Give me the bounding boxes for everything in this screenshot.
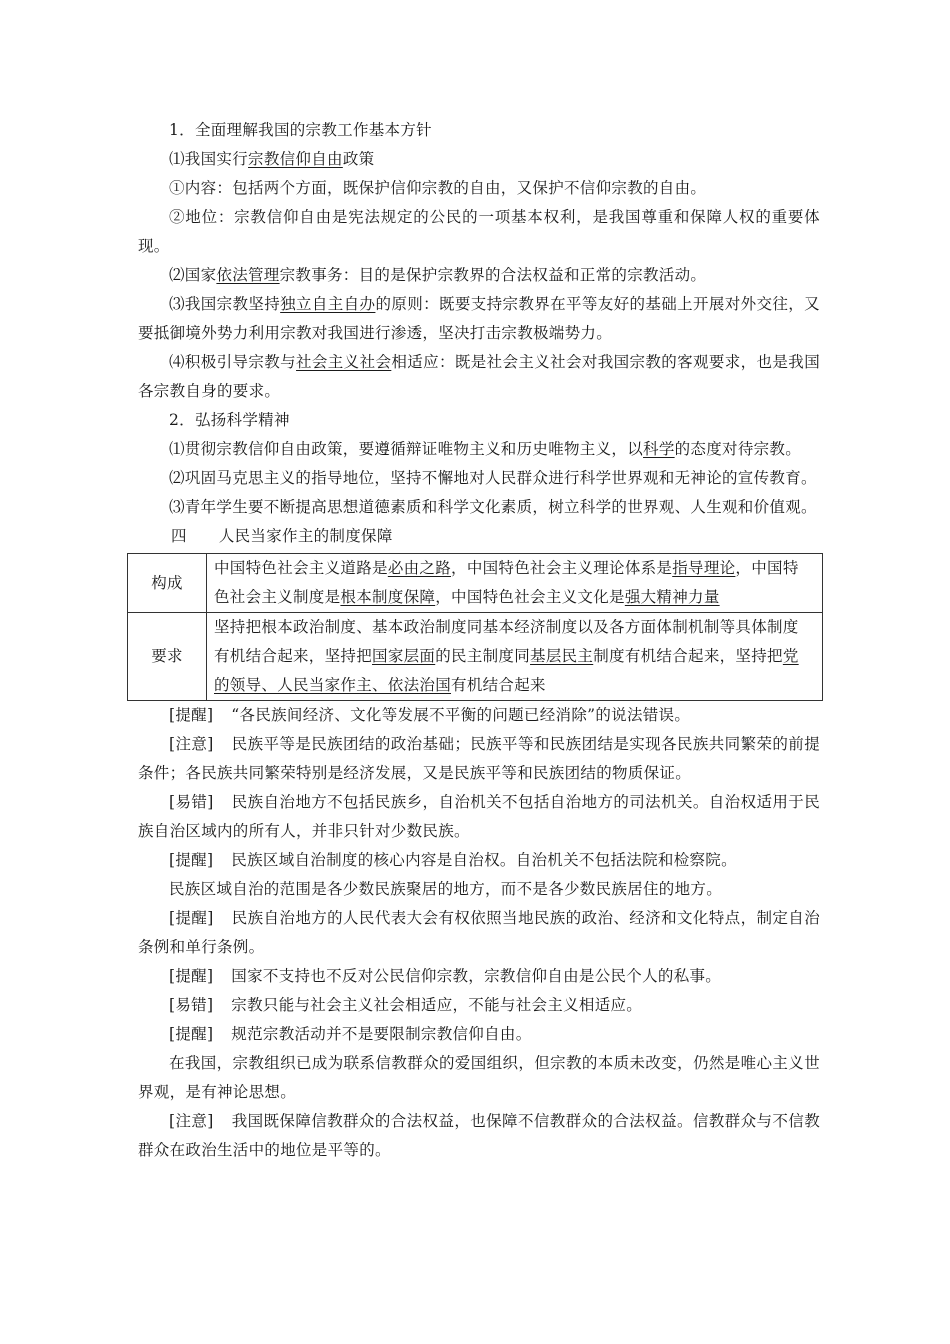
notes-list: [138, 701, 820, 1165]
note: [提醒] “各民族间经济、文化等发展不平衡的问题已经消除”的说法错误。: [169, 706, 691, 724]
note: 民族区域自治的范围是各少数民族聚居的地方，而不是各少数民族居住的地方。: [169, 880, 723, 898]
paragraph: ②地位：宗教信仰自由是宪法规定的公民的一项基本权利，是我国尊重和保障人权的重要体现。: [138, 208, 820, 255]
note: [注意] 民族平等是民族团结的政治基础；民族平等和民族团结是实现各民族共同繁荣的前提条件；各民族共同繁荣特别是经济发展，又是民族平等和民族团结的物质保证。: [138, 735, 820, 782]
section-2-title: 2．弘扬科学精神: [169, 411, 290, 429]
note: [提醒] 规范宗教活动并不是要限制宗教信仰自由。: [169, 1025, 532, 1043]
paragraph: ⑵国家依法管理宗教事务：目的是保护宗教界的合法权益和正常的宗教活动。: [169, 266, 707, 284]
note-tag: [提醒]: [169, 851, 214, 869]
note-tag: [提醒]: [169, 967, 214, 985]
section-1-title: 1．全面理解我国的宗教工作基本方针: [169, 121, 432, 139]
note-tag: [易错]: [169, 996, 214, 1014]
table-row: [128, 613, 823, 701]
document-body: [138, 116, 820, 1165]
paragraph: ①内容：包括两个方面，既保护信仰宗教的自由，又保护不信仰宗教的自由。: [169, 179, 707, 197]
row-label: 构成: [128, 554, 207, 613]
row-content: 坚持把根本政治制度、基本政治制度同基本经济制度以及各方面体制机制等具体制度有机结合起来，坚持把国家层面的民主制度同基层民主制度有机结合起来，坚持把党的领导、人民当家作主、依法治国有机结合起来: [207, 613, 823, 701]
note-tag: [易错]: [169, 793, 214, 811]
summary-table: [127, 553, 823, 701]
note-tag: [注意]: [169, 735, 214, 753]
note: [易错] 民族自治地方不包括民族乡，自治机关不包括自治地方的司法机关。自治权适用于民族自治区域内的所有人，并非只针对少数民族。: [138, 793, 820, 840]
note: [提醒] 民族区域自治制度的核心内容是自治权。自治机关不包括法院和检察院。: [169, 851, 737, 869]
note-tag: [提醒]: [169, 1025, 214, 1043]
paragraph: ⑷积极引导宗教与社会主义社会相适应：既是社会主义社会对我国宗教的客观要求，也是我国各宗教自身的要求。: [138, 353, 820, 400]
table-row: [128, 554, 823, 613]
paragraph: ⑶青年学生要不断提高思想道德素质和科学文化素质，树立科学的世界观、人生观和价值观。: [169, 498, 817, 516]
paragraph: ⑴贯彻宗教信仰自由政策，要遵循辩证唯物主义和历史唯物主义，以科学的态度对待宗教。: [169, 440, 802, 458]
note: 在我国，宗教组织已成为联系信教群众的爱国组织，但宗教的本质未改变，仍然是唯心主义世界观，是有神论思想。: [138, 1054, 820, 1101]
note-tag: [注意]: [169, 1112, 214, 1130]
note-tag: [提醒]: [169, 706, 214, 724]
note: [易错] 宗教只能与社会主义社会相适应，不能与社会主义相适应。: [169, 996, 643, 1014]
paragraph: ⑵巩固马克思主义的指导地位，坚持不懈地对人民群众进行科学世界观和无神论的宣传教育。: [169, 469, 817, 487]
row-content: 中国特色社会主义道路是必由之路，中国特色社会主义理论体系是指导理论，中国特色社会主义制度是根本制度保障，中国特色社会主义文化是强大精神力量: [207, 554, 823, 613]
section-number: 四: [171, 527, 187, 545]
section-title: 人民当家作主的制度保障: [218, 527, 393, 545]
note-tag: [提醒]: [169, 909, 214, 927]
row-label: 要求: [128, 613, 207, 701]
note: [提醒] 国家不支持也不反对公民信仰宗教，宗教信仰自由是公民个人的私事。: [169, 967, 722, 985]
note: [提醒] 民族自治地方的人民代表大会有权依照当地民族的政治、经济和文化特点，制定自治条例和单行条例。: [138, 909, 820, 956]
paragraph: ⑴我国实行宗教信仰自由政策: [169, 150, 375, 168]
paragraph: ⑶我国宗教坚持独立自主自办的原则：既要支持宗教界在平等友好的基础上开展对外交往，又要抵御境外势力利用宗教对我国进行渗透，坚决打击宗教极端势力。: [138, 295, 820, 342]
section-4-heading: [138, 522, 820, 551]
note: [注意] 我国既保障信教群众的合法权益，也保障不信教群众的合法权益。信教群众与不信教群众在政治生活中的地位是平等的。: [138, 1112, 820, 1159]
